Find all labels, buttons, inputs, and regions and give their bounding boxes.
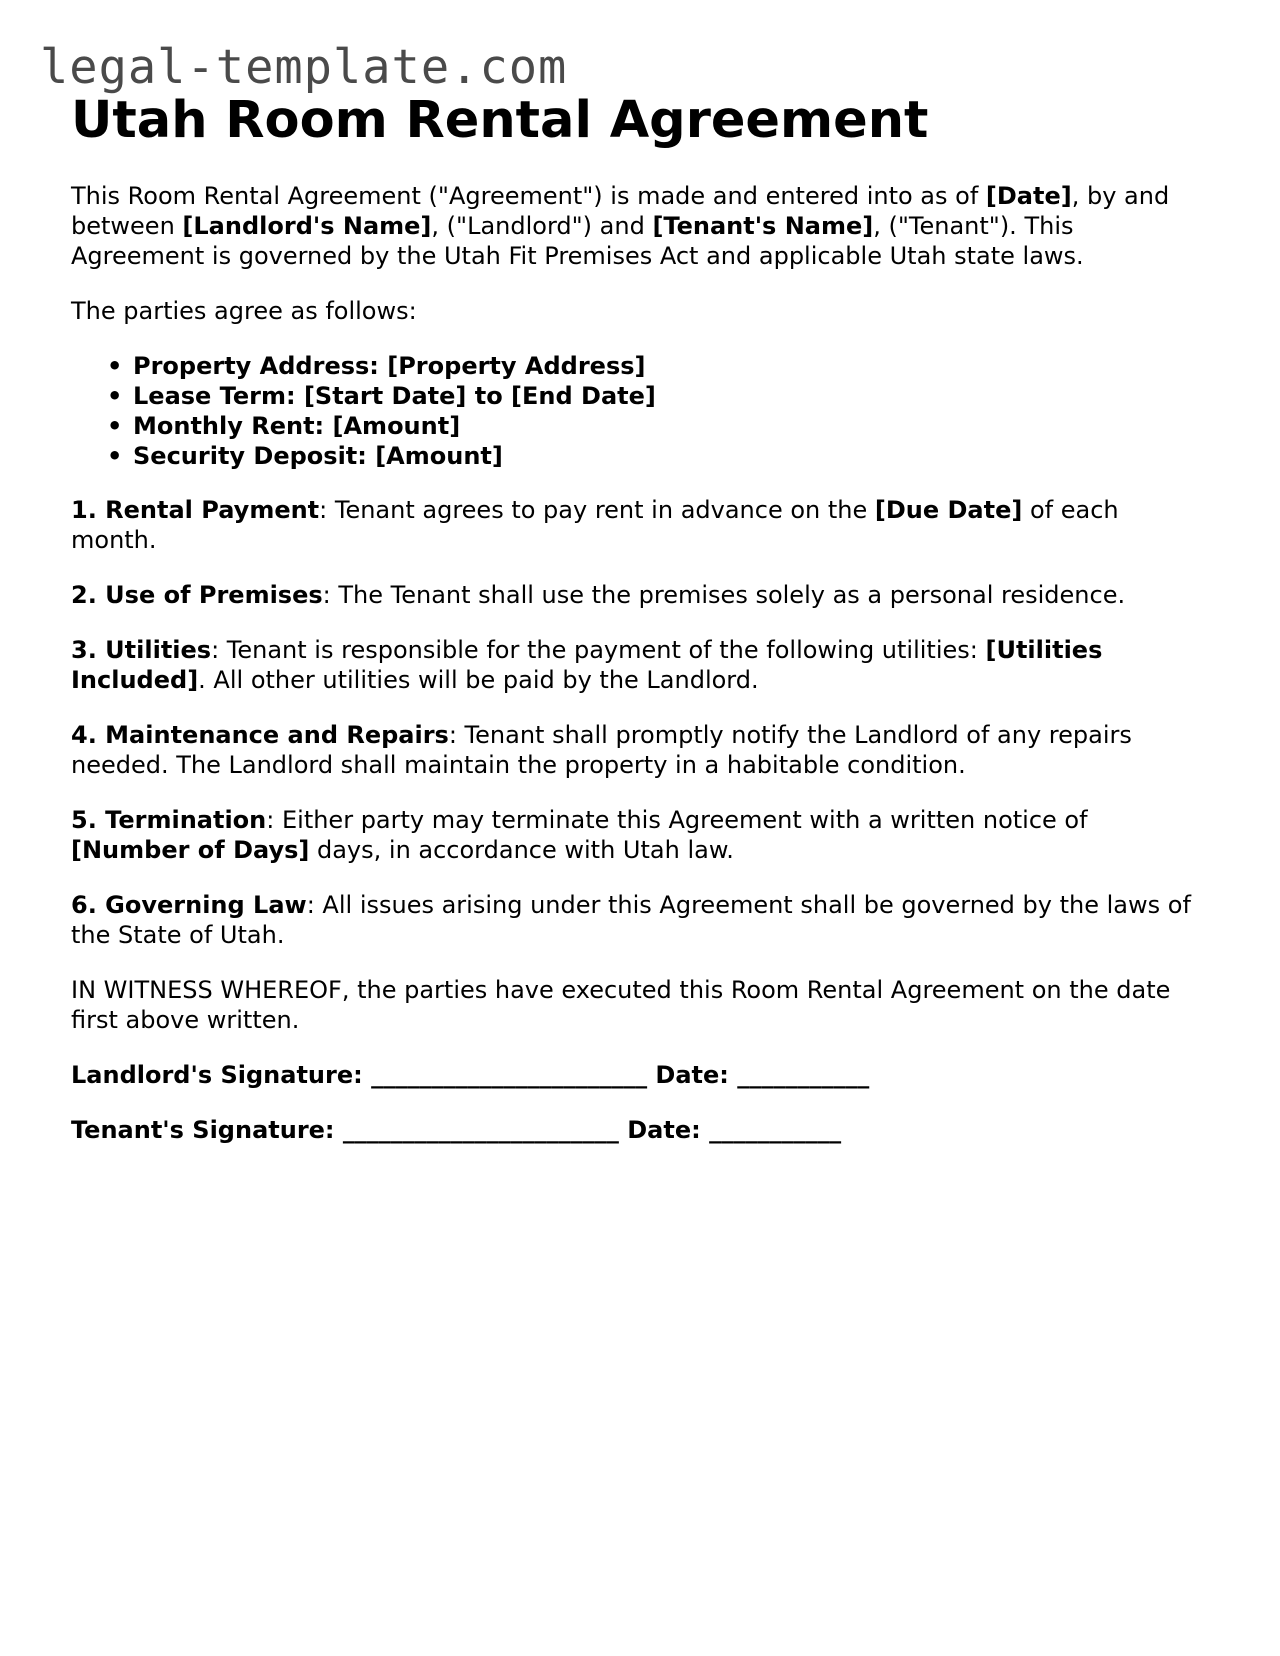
document-title: Utah Room Rental Agreement (71, 91, 929, 150)
clause-heading: 4. Maintenance and Repairs (71, 721, 449, 749)
number-of-days-field: [Number of Days] (71, 836, 310, 864)
witness-paragraph: IN WITNESS WHEREOF, the parties have executed this Room Rental Agreement on the date first above written. (71, 976, 1171, 1034)
clause-heading: 6. Governing Law (71, 891, 307, 919)
intro-text-1: This Room Rental Agreement ("Agreement") is made and entered into as of (71, 182, 986, 210)
clause-heading: 5. Termination (71, 806, 267, 834)
document-body (71, 86, 1201, 1144)
clause-governing-law (71, 890, 1201, 950)
clause-heading: 1. Rental Payment (71, 496, 320, 524)
utilities-field: [Utilities Included] (71, 636, 1103, 694)
clause-text: . All other utilities will be paid by the Landlord. (198, 666, 759, 694)
clause-maintenance (71, 720, 1201, 780)
term-property-address: • Property Address: [Property Address] (133, 351, 1263, 381)
due-date-field: [Due Date] (874, 496, 1023, 524)
clause-text: days, in accordance with Utah law. (309, 836, 734, 864)
clause-text: : Tenant agrees to pay rent in advance on the (319, 496, 875, 524)
parties-line: The parties agree as follows: (71, 297, 417, 325)
tenant-name-field: [Tenant's Name] (652, 212, 874, 240)
clause-text: of each month. (71, 496, 1119, 554)
landlord-name-field: [Landlord's Name] (182, 212, 432, 240)
tenant-signature-line: Tenant's Signature: _______________________ Date: ___________ (71, 1116, 842, 1144)
date-field: [Date] (985, 182, 1072, 210)
clause-utilities (71, 635, 1201, 695)
clause-rental-payment (71, 495, 1201, 555)
intro-text-3: , ("Landlord") and (431, 212, 653, 240)
intro-text-2: , by and between (71, 182, 1170, 240)
clause-text: : Either party may terminate this Agreement with a written notice of (266, 806, 1088, 834)
clause-use-of-premises (71, 580, 1201, 610)
term-monthly-rent: • Monthly Rent: [Amount] (133, 411, 1263, 441)
clause-termination (71, 805, 1201, 865)
clause-text: : Tenant shall promptly notify the Landlord of any repairs needed. The Landlord shall maintain the property in a habitable condition. (71, 721, 1132, 779)
term-lease-term: • Lease Term: [Start Date] to [End Date] (133, 381, 1263, 411)
watermark-logo-text: legal-template.com (40, 40, 568, 95)
clause-heading: 2. Use of Premises (71, 581, 323, 609)
intro-text-4: , ("Tenant"). This Agreement is governed by the Utah Fit Premises Act and applicable Utah state laws. (71, 212, 1084, 270)
terms-list (71, 351, 1263, 471)
landlord-signature-line: Landlord's Signature: _______________________ Date: ___________ (71, 1061, 870, 1089)
clause-heading: 3. Utilities (71, 636, 212, 664)
intro-paragraph (71, 181, 1201, 271)
clause-text: : Tenant is responsible for the payment of the following utilities: (211, 636, 986, 664)
clause-text: : All issues arising under this Agreement shall be governed by the laws of the State of Utah. (71, 891, 1191, 949)
clause-text: : The Tenant shall use the premises solely as a personal residence. (322, 581, 1126, 609)
term-security-deposit: • Security Deposit: [Amount] (133, 441, 1263, 471)
